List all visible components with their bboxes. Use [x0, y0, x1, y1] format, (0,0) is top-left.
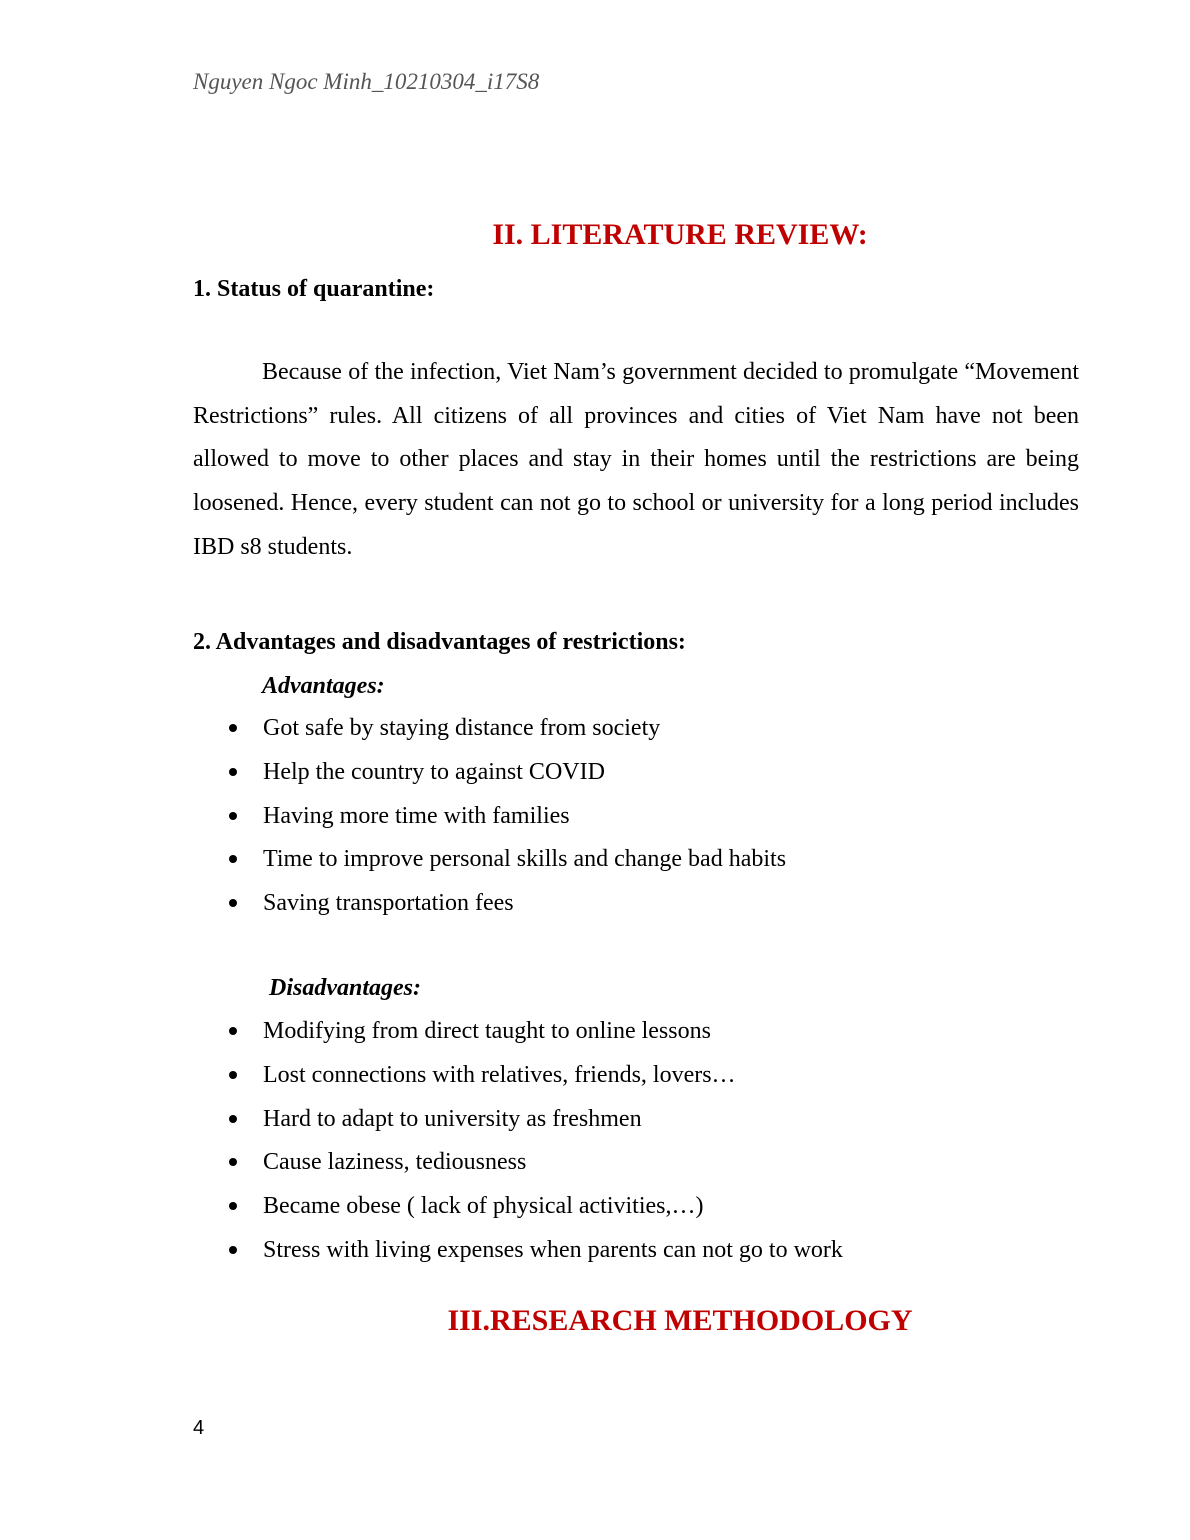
advantages-label: Advantages: — [262, 673, 385, 699]
list-item-text: Saving transportation fees — [263, 890, 514, 917]
list-item-text: Cause laziness, tediousness — [263, 1149, 527, 1176]
bullet-icon — [229, 768, 237, 776]
list-item-text: Help the country to against COVID — [263, 758, 605, 785]
list-item — [193, 838, 1079, 882]
disadvantages-list — [193, 1010, 1079, 1273]
bullet-icon — [229, 1158, 237, 1166]
list-item — [193, 1054, 1079, 1098]
list-item — [193, 882, 1079, 926]
subheading-status-of-quarantine: 1. Status of quarantine: — [193, 276, 435, 302]
bullet-icon — [229, 855, 237, 863]
bullet-icon — [229, 899, 237, 907]
list-item-text: Modifying from direct taught to online lessons — [263, 1018, 711, 1044]
list-item-text: Became obese ( lack of physical activities,…) — [263, 1193, 704, 1220]
list-item-text: Stress with living expenses when parents can not go to work — [263, 1236, 843, 1263]
list-item-text: Got safe by staying distance from society — [263, 715, 661, 741]
list-item — [193, 1098, 1079, 1142]
bullet-icon — [229, 1202, 237, 1210]
list-item — [193, 751, 1079, 795]
list-item — [193, 707, 1079, 751]
disadvantages-label: Disadvantages: — [269, 975, 421, 1001]
bullet-icon — [229, 724, 237, 732]
list-item — [193, 795, 1079, 839]
list-item-text: Having more time with families — [263, 802, 570, 829]
list-item — [193, 1229, 1079, 1273]
list-item-text: Lost connections with relatives, friends, lovers… — [263, 1061, 736, 1088]
section-title-research-methodology: III.RESEARCH METHODOLOGY — [447, 1304, 913, 1337]
running-header: Nguyen Ngoc Minh_10210304_i17S8 — [193, 69, 540, 94]
section-title-literature-review: II. LITERATURE REVIEW: — [492, 218, 868, 251]
bullet-icon — [229, 1246, 237, 1254]
bullet-icon — [229, 812, 237, 820]
quarantine-paragraph: Because of the infection, Viet Nam’s government decided to promulgate “Movement Restrictions” rules. All citizens of all provinces and cities of Viet Nam have not been allowed to move to other places and stay in their homes until the restrictions are being loosened. Hence, every student can not go to school or university for a long period includes IBD s8 students. — [193, 359, 1079, 560]
list-item-text: Hard to adapt to university as freshmen — [263, 1105, 642, 1132]
list-item — [193, 1010, 1079, 1054]
bullet-icon — [229, 1027, 237, 1035]
list-item — [193, 1185, 1079, 1229]
page-number: 4 — [193, 1417, 205, 1439]
advantages-list — [193, 707, 1079, 926]
bullet-icon — [229, 1071, 237, 1079]
list-item — [193, 1141, 1079, 1185]
subheading-advantages-disadvantages: 2. Advantages and disadvantages of restrictions: — [193, 629, 686, 655]
list-item-text: Time to improve personal skills and change bad habits — [263, 846, 787, 873]
bullet-icon — [229, 1115, 237, 1123]
